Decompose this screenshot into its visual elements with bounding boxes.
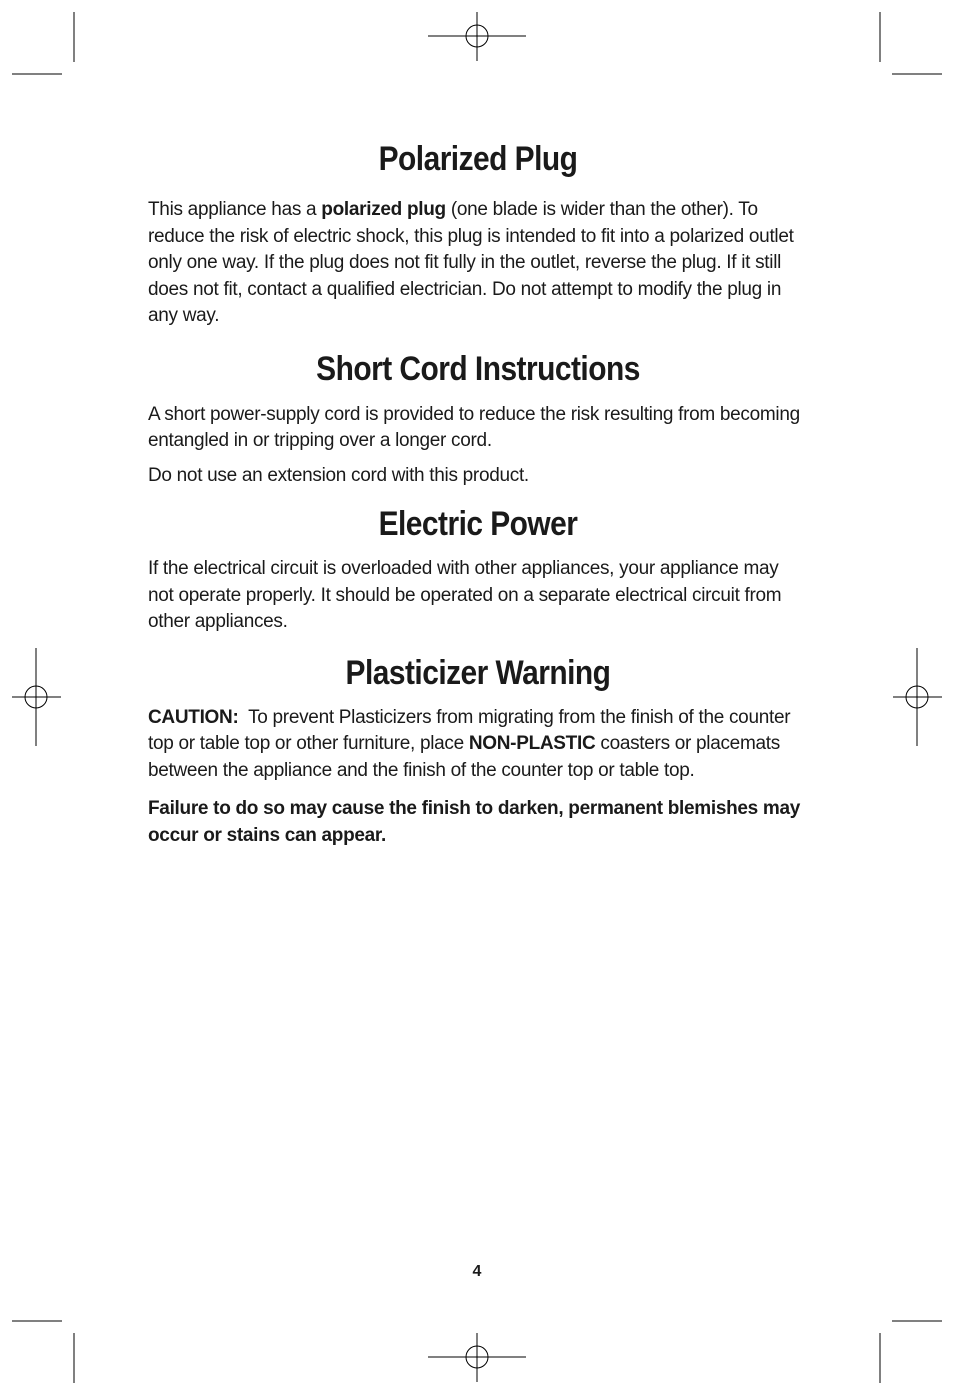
section-paragraph: Do not use an extension cord with this product. <box>148 464 529 486</box>
text-run: This appliance has a <box>148 199 322 220</box>
section-paragraph: If the electrical circuit is overloaded with other appliances, your appliance may not operate properly. It should be operated on a separate electrical circuit from other appliances. <box>148 558 782 632</box>
page-content <box>148 140 808 849</box>
text-run: coasters or placemats between the appliance and the finish of the counter top or table top. <box>148 733 780 781</box>
section-heading: Electric Power <box>378 505 578 543</box>
text-run: To prevent Plasticizers from migrating from the finish of the counter top or table top or other furniture, place <box>148 706 796 754</box>
polarized-plug-section <box>148 140 808 330</box>
text-run: (one blade is wider than the other). To reduce the risk of electric shock, this plug is intended to fit into a polarized outlet only one way. If the plug does not fit fully in the outlet, reverse the plug. If it still does not fit, contact a qualified electrician. Do not attempt to modify the plug in any way. <box>148 199 794 326</box>
section-paragraph: A short power-supply cord is provided to reduce the risk resulting from becoming entangled in or tripping over a longer cord. <box>148 403 800 451</box>
page-number: 4 <box>472 1263 482 1280</box>
section-paragraph <box>148 705 808 785</box>
section-heading: Polarized Plug <box>378 140 578 178</box>
plasticizer-warning-section <box>148 654 808 850</box>
section-heading: Short Cord Instructions <box>316 349 640 388</box>
section-heading: Plasticizer Warning <box>345 653 611 692</box>
electric-power-section <box>148 505 808 636</box>
warning-paragraph: Failure to do so may cause the finish to darken, permanent blemishes may occur or stains can appear. <box>148 798 801 846</box>
bold-term: NON-PLASTIC <box>468 733 596 754</box>
bold-term: polarized plug <box>321 199 446 220</box>
short-cord-section <box>148 350 808 490</box>
section-paragraph <box>148 197 808 330</box>
caution-label: CAUTION: <box>148 706 239 728</box>
